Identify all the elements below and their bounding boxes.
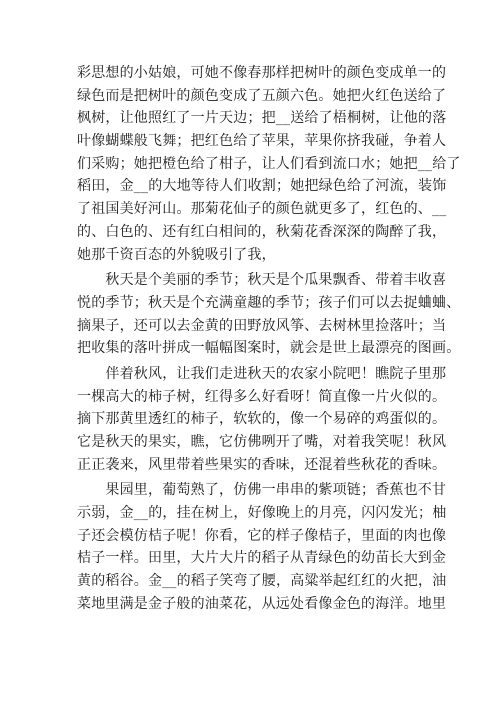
text-line: 摘下那黄里透红的柿子，软软的，像一个易碎的鸡蛋似的。 bbox=[77, 411, 447, 428]
text-line: 黄的稻谷。金__的稻子笑弯了腰，高粱举起红红的火把，油 bbox=[77, 573, 447, 590]
text-line: 它是秋天的果实，瞧，它仿佛咧开了嘴，对着我笑呢！秋风 bbox=[77, 434, 447, 450]
paragraph-beautiful-season bbox=[77, 269, 461, 360]
text-line: 伴着秋风，让我们走进秋天的农家小院吧！瞧院子里那 bbox=[77, 365, 447, 382]
text-line: 秋天是个美丽的季节；秋天是个瓜果飘香、带着丰收喜 bbox=[77, 272, 447, 289]
text-line: 正正袭来，风里带着些果实的香味，还混着些秋花的香味。 bbox=[77, 456, 447, 473]
text-line: 了祖国美好河山。那菊花仙子的颜色就更多了，红色的、__ bbox=[77, 201, 447, 218]
text-line: 的、白色的、还有红白相间的，秋菊花香深深的陶醉了我， bbox=[77, 223, 447, 240]
text-line: 桔子一样。田里，大片大片的稻子从青绿色的幼苗长大到金 bbox=[77, 550, 447, 567]
text-line: 子还会模仿桔子呢！你看，它的样子像桔子，里面的肉也像 bbox=[77, 527, 447, 544]
paragraph-farm-yard bbox=[77, 363, 447, 476]
text-line: 示弱，金__的，挂在树上，好像晚上的月亮，闪闪发光；柚 bbox=[77, 505, 447, 522]
text-line: 悦的季节；秋天是个充满童趣的季节；孩子们可以去捉蛐蛐、 bbox=[77, 294, 461, 311]
text-line: 把收集的落叶拼成一幅幅图案时，就会是世上最漂亮的图画。 bbox=[77, 340, 461, 357]
text-line: 她那千资百态的外貌吸引了我， bbox=[77, 246, 276, 263]
text-line: 摘果子，还可以去金黄的田野放风筝、去树林里捡落叶；当 bbox=[77, 317, 447, 334]
text-line: 稻田，金__的大地等待人们收割；她把绿色给了河流，装饰 bbox=[77, 178, 447, 195]
paragraph-autumn-colors bbox=[77, 62, 461, 266]
paragraph-orchard bbox=[77, 479, 447, 615]
text-line: 一棵高大的柿子树，红得多么好看呀！简直像一片火似的。 bbox=[77, 388, 447, 405]
text-line: 彩思想的小姑娘，可她不像春那样把树叶的颜色变成单一的 bbox=[77, 65, 447, 81]
text-line: 绿色而是把树叶的颜色变成了五颜六色。她把火红色送给了 bbox=[77, 87, 447, 104]
text-line: 们采购；她把橙色给了柑子，让人们看到流口水；她把__给了 bbox=[77, 155, 461, 172]
text-line: 叶像蝴蝶般飞舞；把红色给了苹果，苹果你挤我碰，争着人 bbox=[77, 133, 447, 150]
text-line: 枫树，让他照红了一片天边；把__送给了梧桐树，让他的落 bbox=[77, 110, 447, 127]
text-line: 果园里，葡萄熟了，仿佛一串串的紫项链；香蕉也不甘 bbox=[77, 482, 447, 499]
text-line: 菜地里满是金子般的油菜花，从远处看像金色的海洋。地里 bbox=[77, 595, 447, 612]
document-page bbox=[77, 62, 461, 616]
